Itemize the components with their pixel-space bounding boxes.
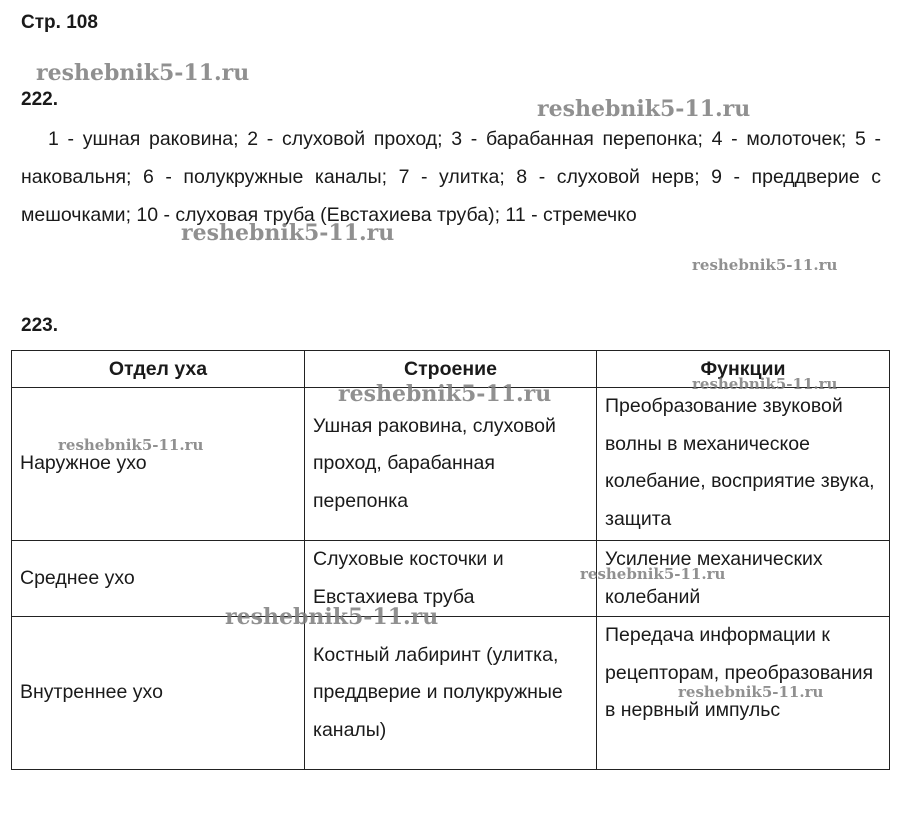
header-section: Отдел уха	[12, 351, 305, 388]
cell-functions: Передача информации к рецепторам, преобразования в нервный импульс	[597, 617, 890, 770]
header-structure: Строение	[305, 351, 597, 388]
task-222-answer: 1 - ушная раковина; 2 - слуховой проход; 3 - барабанная перепонка; 4 - молоточек; 5 - наковальня; 6 - полукружные каналы; 7 - улитка; 8 - слуховой нерв; 9 - преддверие с мешочками; 10 - слуховая труба (Евстахиева труба); 11 - стремечко	[21, 128, 881, 226]
page-heading: Стр. 108	[21, 12, 98, 33]
watermark: reshebnik5-11.ru	[692, 375, 838, 393]
cell-section: Среднее ухо	[12, 541, 305, 617]
table-row	[12, 541, 890, 617]
ear-sections-table	[11, 350, 890, 770]
watermark: reshebnik5-11.ru	[537, 96, 751, 122]
table-header-row	[12, 351, 890, 388]
cell-functions: Преобразование звуковой волны в механическое колебание, восприятие звука, защита	[597, 388, 890, 541]
watermark: reshebnik5-11.ru	[580, 565, 726, 583]
watermark: reshebnik5-11.ru	[692, 256, 838, 274]
task-223-number: 223.	[21, 315, 58, 336]
task-222-number: 222.	[21, 89, 58, 110]
watermark: reshebnik5-11.ru	[181, 220, 395, 246]
cell-structure: Ушная раковина, слуховой проход, барабанная перепонка	[305, 388, 597, 541]
cell-structure: Костный лабиринт (улитка, преддверие и полукружные каналы)	[305, 617, 597, 770]
cell-section: Внутреннее ухо	[12, 617, 305, 770]
watermark: reshebnik5-11.ru	[225, 604, 439, 630]
header-functions: Функции	[597, 351, 890, 388]
cell-section: Наружное ухо	[12, 388, 305, 541]
watermark: reshebnik5-11.ru	[678, 683, 824, 701]
watermark: reshebnik5-11.ru	[36, 60, 250, 86]
watermark: reshebnik5-11.ru	[338, 381, 552, 407]
table-row	[12, 388, 890, 541]
cell-structure: Слуховые косточки и Евстахиева труба	[305, 541, 597, 617]
cell-functions: Усиление механических колебаний	[597, 541, 890, 617]
watermark: reshebnik5-11.ru	[58, 436, 204, 454]
table-row	[12, 617, 890, 770]
